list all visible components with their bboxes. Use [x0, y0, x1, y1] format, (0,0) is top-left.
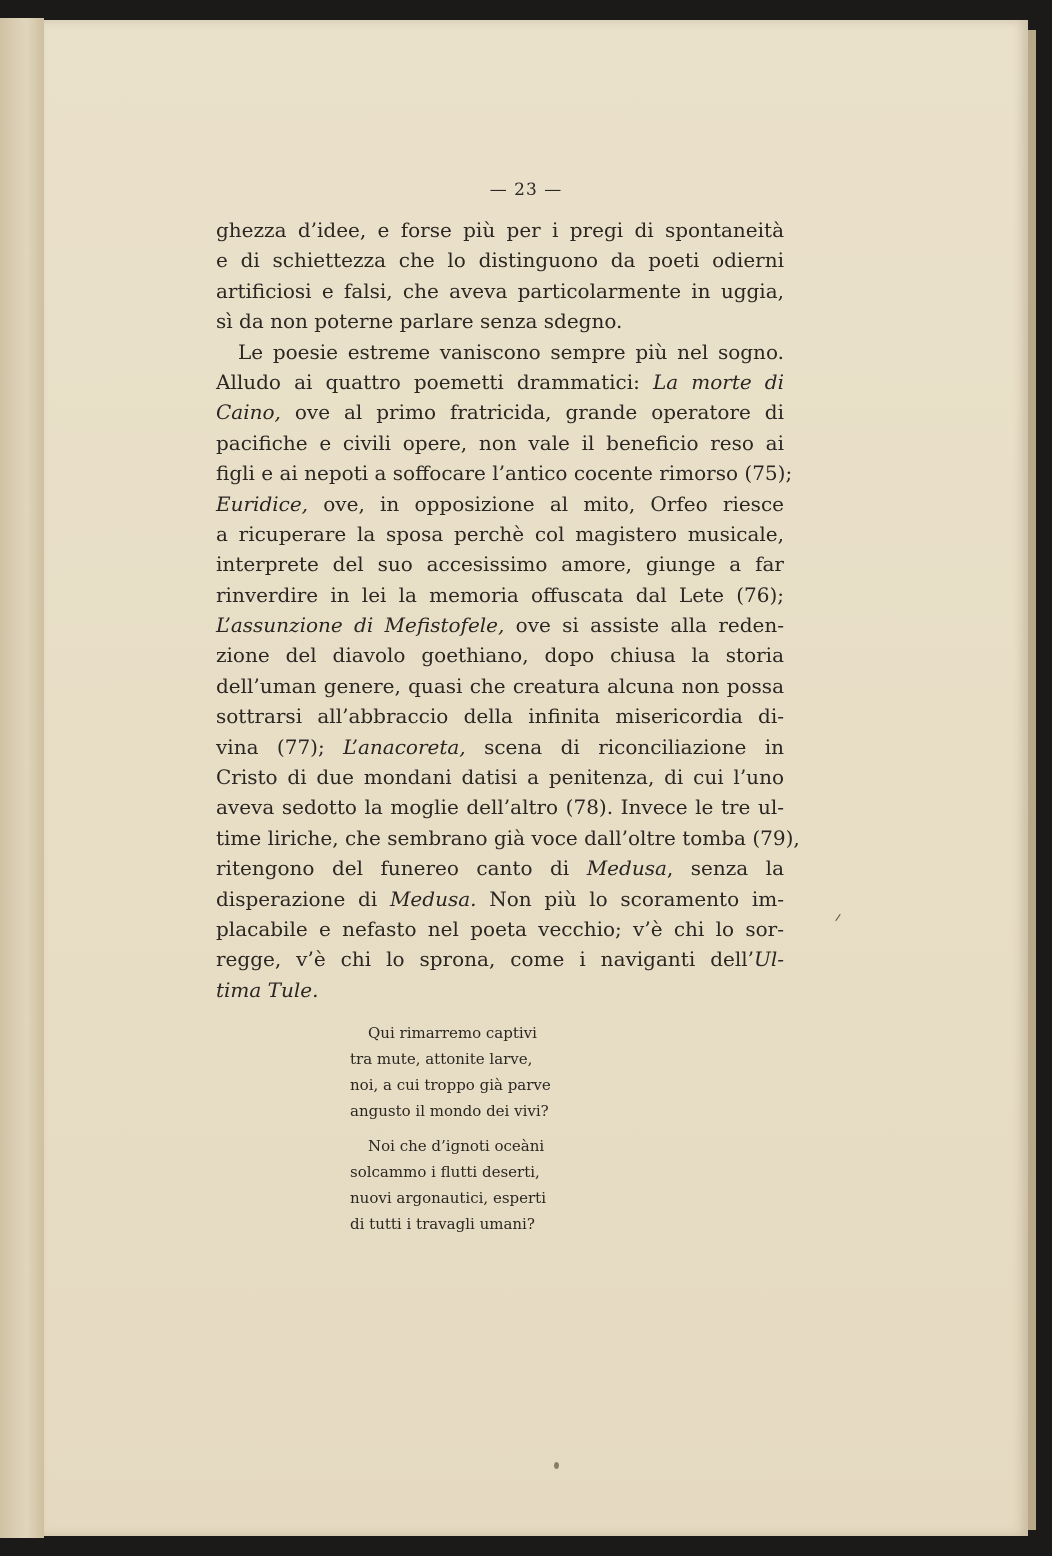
text-line [216, 276, 784, 306]
text-segment: ove si assiste alla reden- [504, 613, 784, 638]
text-segment: artificiosi e falsi, che aveva particolarmente in uggia, [216, 278, 784, 303]
poem-line: nuovi argonautici, esperti [350, 1189, 547, 1207]
text-line [216, 397, 784, 427]
text-line [216, 306, 784, 336]
text-segment: ove, in opposizione al mito, Orfeo riesce [308, 491, 784, 516]
poem-line: Qui rimarremo captivi [368, 1024, 537, 1042]
text-line [216, 519, 784, 549]
text-segment: Le poesie estreme vaniscono sempre più nel sogno. [238, 339, 784, 364]
text-segment: Non più lo scoramento im- [476, 886, 784, 911]
poem-line: tra mute, attonite larve, [350, 1050, 533, 1068]
poem-stanza-1 [350, 1020, 600, 1124]
text-line [216, 671, 784, 701]
text-line [216, 337, 784, 367]
text-line [216, 215, 784, 245]
text-line [216, 489, 784, 519]
text-segment: vina (77); [216, 734, 344, 759]
text-line [216, 914, 784, 944]
text-segment: rinverdire in lei la memoria offuscata dal Lete (76); [216, 582, 784, 607]
text-segment: figli e ai nepoti a soffocare l’antico cocente rimorso (75); [216, 461, 793, 486]
page-edge-shadow [1028, 30, 1036, 1530]
text-segment: , senza la [666, 856, 784, 881]
text-line [216, 732, 784, 762]
text-segment: Alludo ai quattro poemetti drammatici: [216, 369, 653, 394]
text-segment: Cristo di due mondani datisi a penitenza, di cui l’uno [216, 765, 784, 790]
text-segment: ove al primo fratricida, grande operatore di [280, 400, 784, 425]
text-segment: e di schiettezza che lo distinguono da poeti odierni [216, 248, 784, 273]
text-line [216, 701, 784, 731]
text-line [216, 853, 784, 883]
italic-title: Ul- [753, 947, 784, 972]
text-line [216, 884, 784, 914]
poem-line: angusto il mondo dei vivi? [350, 1102, 549, 1120]
text-line [216, 458, 793, 488]
text-line [216, 580, 784, 610]
italic-title: Caino, [216, 400, 281, 425]
italic-title: L’anacoreta, [343, 734, 466, 759]
text-segment: a ricuperare la sposa perchè col magistero musicale, [216, 521, 784, 546]
italic-title: tima Tule. [216, 977, 319, 1002]
text-line [216, 610, 784, 640]
text-segment: regge, v’è chi lo sprona, come i naviganti dell’ [216, 947, 754, 972]
italic-title: Euridice, [216, 491, 309, 516]
text-line [216, 428, 784, 458]
italic-title: Medusa. [389, 886, 477, 911]
text-segment: placabile e nefasto nel poeta vecchio; v’è chi lo sor- [216, 916, 784, 941]
text-line [216, 640, 784, 670]
text-line [216, 367, 784, 397]
text-line [216, 944, 784, 974]
text-segment: time liriche, che sembrano già voce dall’oltre tomba (79), [216, 825, 800, 850]
text-line [216, 792, 784, 822]
text-line [216, 549, 784, 579]
text-segment: interprete del suo accesissimo amore, giunge a far [216, 552, 784, 577]
poem-line: solcammo i flutti deserti, [350, 1163, 540, 1181]
text-line [216, 975, 784, 1005]
text-segment: aveva sedotto la moglie dell’altro (78). Invece le tre ul- [216, 795, 784, 820]
page-number: — 23 — [489, 180, 563, 200]
poem-line: noi, a cui troppo già parve [350, 1076, 551, 1094]
text-line [216, 762, 784, 792]
poem-line: Noi che d’ignoti oceàni [368, 1137, 545, 1155]
ink-spot [554, 1462, 559, 1469]
text-segment: dell’uman genere, quasi che creatura alcuna non possa [216, 673, 784, 698]
text-segment: sottrarsi all’abbraccio della infinita misericordia di- [216, 704, 784, 729]
text-segment: ghezza d’idee, e forse più per i pregi di spontaneità [216, 218, 784, 242]
text-segment: zione del diavolo goethiano, dopo chiusa la storia [216, 643, 784, 668]
facing-page-edge [0, 18, 44, 1538]
text-line [216, 823, 800, 853]
text-line [216, 245, 784, 275]
text-segment: sì da non poterne parlare senza sdegno. [216, 309, 623, 334]
italic-title: L’assunzione di Mefistofele, [216, 613, 505, 638]
body-paragraphs [216, 215, 800, 1005]
poem-line: di tutti i travagli umani? [350, 1215, 535, 1233]
poem-stanza-2 [350, 1133, 600, 1237]
italic-title: La morte di [652, 369, 785, 394]
text-segment: ritengono del funereo canto di [216, 856, 587, 881]
text-segment: disperazione di [216, 886, 390, 911]
italic-title: Medusa [586, 856, 667, 881]
text-segment: scena di riconciliazione in [465, 734, 784, 759]
text-segment: pacifiche e civili opere, non vale il beneficio reso ai [216, 430, 784, 455]
